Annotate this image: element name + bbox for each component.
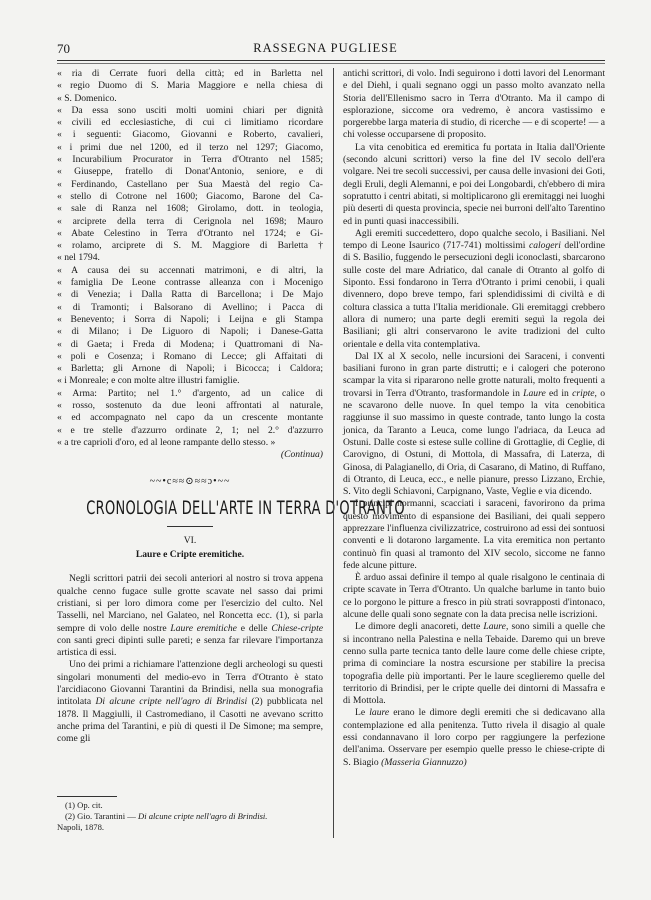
quote-line: « S. Domenico. <box>57 92 117 104</box>
quote-line: « A causa dei su accennati matrimoni, e di altri, la <box>57 264 323 276</box>
quote-line: « e tre stelle d'azzurro ordinate 2, 1; nel 2.° d'azzurro <box>57 424 323 436</box>
quote-line: « di Tramonti; i Balsorano di Avellino; i Pacca di <box>57 301 323 313</box>
quote-line: « Da essa sono usciti molti uomini chiari per dignità <box>57 104 323 116</box>
quote-paragraph-3 <box>57 265 323 388</box>
running-title: RASSEGNA PUGLIESE <box>253 41 398 55</box>
quote-line: « rolamo, arciprete di S. M. Maggiore di Barletta † <box>57 240 323 252</box>
quote-paragraph-2 <box>57 105 323 265</box>
footnotes <box>57 796 323 833</box>
chapter-title: Laure e Cripte eremitiche. <box>135 549 245 561</box>
quote-line: « ed accompagnato nel capo da un crescente montante <box>57 412 323 424</box>
quote-line: « Benevento; i Sorra di Napoli; i Leijna e gli Stampa <box>57 313 323 325</box>
quote-paragraph-4 <box>57 388 323 449</box>
quote-line: « i seguenti: Giacomo, Giovanni e Roberto, cavalieri, <box>57 129 323 141</box>
quote-line: « stello di Cotrone nel 1600; Giacomo, Barone del Ca- <box>57 190 323 202</box>
quote-line: « sale di Ranza nel 1608; Girolamo, dott. in teologia, <box>57 203 323 215</box>
quote-line: « arciprete della terra di Cerignola nel 1698; Mauro <box>57 215 323 227</box>
quote-line: « famiglia De Leone contrasse alleanza con i Mocenigo <box>57 277 323 289</box>
footnote-2: (2) Gio. Tarantini — Di alcune cripte nell'agro di Brindisi. <box>65 811 268 821</box>
quote-line: « rosso, sostenuto da due leoni affrontati al naturale, <box>57 400 323 412</box>
column-divider <box>333 68 334 838</box>
body-paragraph: È arduo assai definire il tempo al quale risalgono le centinaia di cripte scavate in Terra d'Otranto. Un qualche barlume in tanto buio ce lo porgono le pitture a fresco in più strati sovrapposti d'intonaco, alcune delle quali sono segnate con la data precisa nelle iscrizioni. <box>343 572 605 621</box>
chapter-number: VI. <box>183 534 197 546</box>
section-ornament: ~~•c≈≈⊙≈≈ɔ•~~ <box>149 475 231 487</box>
header-rule <box>57 60 605 61</box>
body-paragraph: Negli scrittori patrii dei secoli anteriori al nostro si trova appena qualche cenno fugace sulle grotte scavate nel sasso dai primi cristiani, si per loro dimora come per l'esercizio del culto. Nel Tasselli, nel Marciano, nel Galateo, nel Roncetta ecc. (1), si parla sempre di volo delle nostre Laure eremitiche e delle Chiese-cripte con santi greci dipinti sulle pareti; e senza far rilevare l'importanza artistica di essi. <box>57 573 324 659</box>
quote-line: « ria di Cerrate fuori della città; ed in Barletta nel <box>57 68 323 79</box>
quote-line: « Incurabilium Procurator in Terra d'Otranto nel 1585; <box>57 154 323 166</box>
body-paragraph: Le laure erano le dimore degli eremiti che si dedicavano alla contemplazione ed alla penitenza. Tutto rivela il disagio al quale essi condannavano il loro corpo per raggiungere la perfezione dell'anima. Osservare per esempio quelle presso le chiese-cripte di S. Biagio (Masseria Giannuzzo) <box>343 707 606 768</box>
quote-line: « regio Duomo di S. Maria Maggiore e nella chiesa di <box>57 80 323 92</box>
quote-line: « i Monreale; e con molte altre illustri famiglie. <box>57 375 240 387</box>
quote-line: « di Venezia; i Dalla Ratta di Barcellona; i De Majo <box>57 289 323 301</box>
body-paragraph: Agli eremiti succedettero, dopo qualche secolo, i Basiliani. Nel tempo di Leone Isaurico (717-741) moltissimi calogeri dell'ordine di S. Basilio, fuggendo le persecuzioni degli iconoclasti, sbarcarono sulle coste del mare Adriatico, dal canale di Otranto al golfo di Siponto. Essi fondarono in Terra d'Otranto i primi cenobii, i quali divennero, dopo breve tempo, fari splendidissimi di civiltà e di coltura classica a tutta l'Italia meridionale. Gli eremitaggi crebbero allora di numero; una parte degli eremiti seguì la regola dei Basiliani; gli altri conservarono le avite tradizioni del culto orientale e della vita contemplativa. <box>343 227 606 350</box>
quote-line: « di Milano; i De Liguoro di Napoli; i Danese-Gatta <box>57 326 323 338</box>
body-paragraph: antichi scrittori, di volo. Indi seguirono i dotti lavori del Lenormant e del Diehl, i quali segnano oggi un passo molto avanzato nella Storia dell'Ellenismo sacro in Terra d'Otranto. Ma il campo di esplorazione, siccome ora vedremo, è ancora vastissimo e porgerebbe larga materia di studio, di ricerche — e di scoperte! — a chi volesse occuparsene di proposito. <box>343 68 605 141</box>
quote-line: « Barletta; gli Arnone di Napoli; i Bicocca; i Caldora; <box>57 363 323 375</box>
quote-line: « civili ed ecclesiastiche, di cui ci limitiamo ricordare <box>57 117 323 129</box>
continua-note: (Continua) <box>280 449 323 461</box>
footnote-1: (1) Op. cit. <box>65 800 103 810</box>
quote-paragraph-1 <box>57 68 323 105</box>
body-paragraph: I principi normanni, scacciati i saraceni, favorirono da prima questo movimento di espansione dei Basiliani, dei quali seppero apprezzare l'influenza civilizzatrice, costruirono ad essi dei sontuosi conventi e li dotarono largamente. La vita eremitica non pertanto continuò fin quasi al tramonto del XIV secolo, siccome ne fanno fede alcune pitture. <box>343 498 605 571</box>
quote-line: « a tre caprioli d'oro, ed al leone rampante dello stesso. » <box>57 436 276 448</box>
quote-line: « Arma: Partito; nel 1.° d'argento, ad un calice di <box>57 387 323 399</box>
footnote-2-continuation: Napoli, 1878. <box>57 822 105 832</box>
quote-line: « di Gaeta; i Freda di Modena; i Quattromani di Na- <box>57 338 323 350</box>
body-paragraph: La vita cenobitica ed eremitica fu portata in Italia dall'Oriente (secondo alcuni scrittori) verso la fine del IV secolo dell'era volgare. Nei tre secoli successivi, per causa delle invasioni dei Goti, degli Eruli, degli Alemanni, e poi dei Longobardi, ch'ebbero di mira sopratutto i centri abitati, si moltiplicarono gli eremitaggi nei luoghi più deserti di questa provincia, specie nei burroni dell'alto Tarentino ed in punti quasi inaccessibili. <box>343 141 605 227</box>
right-column <box>343 68 605 769</box>
quote-line: « i primi due nel 1200, ed il terzo nel 1297; Giacomo, <box>57 141 323 153</box>
body-paragraph: Le dimore degli anacoreti, dette Laure, sono simili a quelle che si incontrano nella Palestina e nella Tebaide. Daremo qui un breve cenno sulla parte tecnica tanto delle laure come delle chiese cripte, prima di cominciare la nostra escursione per stabilire la precisa topografia delle più importanti. Per le laure sceglieremo quelle del territorio di Brindisi, per le cripte quelle dei dintorni di Massafra e di Mottola. <box>343 621 606 707</box>
page-number: 70 <box>57 41 70 56</box>
left-column <box>57 68 405 746</box>
body-paragraph: Uno dei primi a richiamare l'attenzione degli archeologi su questi singolari monumenti del medio-evo in Terra d'Otranto è stato l'arcidiacono Giovanni Tarantini da Brindisi, nella sua monografia intitolata Di alcune cripte nell'agro di Brindisi (2) pubblicata nel 1878. Il Maggiulli, il Castromediano, il Casotti ne avevano scritto anche prima del Tarantini, e più di questi il De Simone; ma sempre, come gli <box>57 659 324 745</box>
quote-line: « Giuseppe, fratello di Donat'Antonio, seniore, e di <box>57 166 323 178</box>
title-rule <box>167 526 213 527</box>
header-rule-secondary <box>57 63 605 64</box>
quote-line: « Abate Celestino in Terra d'Otranto nel 1724; e Gi- <box>57 227 323 239</box>
quote-line: « nel 1794. <box>57 252 100 264</box>
body-paragraph: Dal IX al X secolo, nelle incursioni dei Saraceni, i conventi basiliani furono in gran parte distrutti; e i calogeri che poterono scampar la vita si ripararono nelle grotte naturali, molto frequenti a trovarsi in Terra d'Otranto, trasformandole in Laure ed in cripte, o ne scavarono delle nuove. In quel tempo la vita cenobitica raggiunse il suo massimo in queste contrade, tanto lungo la costa jonica, da Taranto a Leuca, come lungo l'adriaca, da Leuca ad Ostuni. Dalle coste si estese sulle colline di Grottaglie, di Ceglie, di Carovigno, di Ostuni, di Mottola, di Massafra, di Laterza, di Ginosa, di Palagianello, di Oria, di Casarano, di Matino, di Ruffano, di Otranto, di Leuca, ecc., e nelle pianure, presso Lizzano, Erchie, S. Vito degli Schiavoni, Carpignano, Vaste, Veglie e via dicendo. <box>343 350 606 498</box>
quote-line: « poli e Cosenza; i Romano di Lecce; gli Affaitati di <box>57 350 323 362</box>
footnote-rule <box>57 796 117 797</box>
section-title: CRONOLOGIA DELL'ARTE IN TERRA D'OTRANTO <box>86 497 405 519</box>
quote-line: « Ferdinando, Castellano per Sua Maestà del regio Ca- <box>57 178 323 190</box>
